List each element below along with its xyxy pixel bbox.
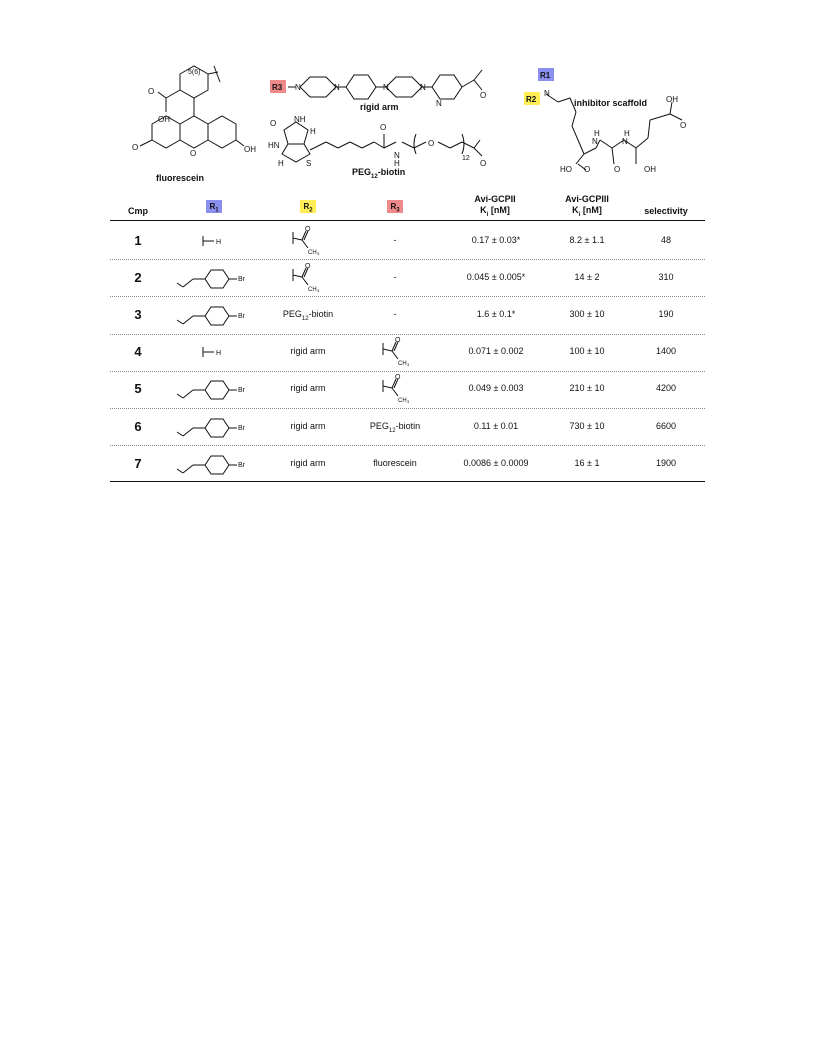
gcpiii-ki: 8.2 ± 1.1: [569, 234, 605, 245]
inhibitor-scaffold-structure: [524, 68, 704, 180]
cmp-number: 6: [134, 418, 142, 434]
row-divider: [110, 371, 705, 372]
gcpiii-ki: 14 ± 2: [574, 271, 600, 282]
svg-text:H: H: [594, 129, 600, 138]
svg-text:O: O: [380, 123, 387, 132]
fluorescein-label: fluorescein: [156, 173, 205, 183]
svg-text:O: O: [680, 121, 687, 130]
row-divider: [110, 334, 705, 335]
selectivity-value: 6600: [655, 420, 677, 431]
fluorescein-pos-label: 5(6): [188, 69, 201, 76]
r1-substituent: [200, 345, 230, 361]
r3-substituent: -: [393, 271, 397, 282]
rigid-arm-label: rigid arm: [360, 102, 399, 112]
svg-text:OH: OH: [158, 115, 170, 124]
svg-text:3: 3: [407, 399, 410, 405]
svg-text:O: O: [584, 165, 591, 174]
svg-text:O: O: [395, 337, 401, 345]
svg-text:H: H: [394, 159, 400, 168]
svg-text:O: O: [148, 87, 155, 96]
selectivity-value: 1900: [655, 457, 677, 468]
svg-text:H: H: [310, 127, 316, 136]
gcpiii-ki: 730 ± 10: [569, 420, 605, 431]
svg-text:O: O: [480, 91, 487, 100]
svg-text:12: 12: [462, 155, 470, 162]
svg-text:NH: NH: [294, 115, 306, 124]
header-gcpii-line2: $K_i$ [nM]: [480, 205, 510, 218]
header-r2: $R_2$: [300, 200, 316, 213]
svg-text:OH: OH: [644, 165, 656, 174]
r3-substituent: fluorescein: [373, 457, 417, 468]
svg-text:N: N: [295, 83, 301, 92]
svg-text:OH: OH: [244, 145, 256, 154]
r3-substituent: $PEG_{12}$-biotin: [369, 420, 421, 434]
header-r3: $R_3$: [387, 200, 403, 213]
svg-text:S: S: [306, 159, 312, 168]
svg-text:O: O: [132, 143, 139, 152]
svg-text:N: N: [592, 137, 598, 146]
r3-substituent: [380, 337, 414, 369]
rigid-arm-r3-tag: R3: [272, 83, 283, 92]
svg-text:HN: HN: [268, 141, 280, 150]
fluorescein-structure: [118, 60, 258, 188]
header-gcpii: [455, 194, 535, 221]
svg-text:N: N: [334, 83, 340, 92]
svg-text:Br: Br: [238, 461, 245, 469]
gcpii-ki: 1.6 ± 0.1*: [476, 309, 516, 319]
gcpiii-ki: 210 ± 10: [569, 383, 605, 394]
cmp-number: 5: [134, 381, 142, 397]
gcpii-ki: 0.0086 ± 0.0009: [463, 457, 529, 468]
gcpiii-ki: 300 ± 10: [569, 309, 605, 319]
header-selectivity: selectivity: [644, 206, 688, 216]
svg-text:O: O: [614, 165, 621, 174]
gcpii-ki: 0.049 ± 0.003: [468, 383, 524, 394]
r2-substituent: [290, 263, 324, 295]
svg-text:O: O: [395, 374, 401, 382]
header-gcpii-line1: Avi-GCPII: [474, 194, 516, 204]
svg-text:N: N: [394, 151, 400, 160]
r1-substituent: [170, 302, 260, 330]
svg-text:Br: Br: [238, 275, 245, 283]
svg-text:Br: Br: [238, 387, 245, 395]
svg-text:N: N: [544, 89, 550, 98]
selectivity-value: 310: [658, 271, 674, 282]
svg-text:N: N: [436, 99, 442, 108]
svg-text:HO: HO: [560, 165, 572, 174]
r3-substituent: -: [393, 234, 397, 245]
r2-substituent: rigid arm: [290, 457, 326, 468]
header-gcpiii-line2: $K_i$ [nM]: [572, 205, 602, 218]
row-divider: [110, 296, 705, 297]
r3-substituent: [380, 374, 414, 406]
r1-substituent: [170, 414, 260, 442]
r1-substituent: [170, 265, 260, 293]
peg-biotin-structure: [266, 112, 506, 172]
cmp-number: 7: [134, 455, 142, 471]
r2-substituent: $PEG_{12}$-biotin: [282, 309, 334, 322]
header-gcpiii: [547, 194, 627, 221]
table-bottom-rule: [110, 481, 705, 482]
svg-text:CH: CH: [308, 286, 317, 293]
svg-text:O: O: [428, 139, 435, 148]
scaffold-r2-tag: R2: [526, 95, 537, 104]
r3-substituent: -: [393, 309, 397, 319]
gcpiii-ki: 16 ± 1: [574, 457, 600, 468]
r1-substituent: [170, 376, 260, 404]
cmp-number: 4: [134, 344, 142, 360]
svg-text:H: H: [216, 238, 222, 246]
gcpii-ki: 0.071 ± 0.002: [468, 346, 524, 357]
svg-text:N: N: [383, 83, 389, 92]
gcpiii-ki: 100 ± 10: [569, 346, 605, 357]
scaffold-label: inhibitor scaffold: [574, 98, 647, 108]
selectivity-value: 190: [658, 309, 674, 319]
header-gcpiii-line1: Avi-GCPIII: [565, 194, 609, 204]
header-cmp: Cmp: [128, 206, 148, 216]
svg-text:O: O: [305, 225, 311, 233]
svg-text:N: N: [420, 83, 426, 92]
svg-text:OH: OH: [666, 95, 678, 104]
r1-substituent: [170, 451, 260, 479]
gcpii-ki: 0.17 ± 0.03*: [471, 234, 521, 245]
gcpii-ki: 0.045 ± 0.005*: [466, 271, 526, 282]
selectivity-value: 48: [660, 234, 671, 245]
r2-substituent: rigid arm: [290, 420, 326, 431]
svg-text:H: H: [278, 159, 284, 168]
svg-text:CH: CH: [308, 249, 317, 256]
row-divider: [110, 445, 705, 446]
svg-text:CH: CH: [398, 398, 407, 405]
svg-text:H: H: [216, 350, 222, 358]
svg-text:Br: Br: [238, 424, 245, 432]
svg-text:3: 3: [407, 362, 410, 368]
svg-text:O: O: [480, 159, 487, 168]
scaffold-r1-tag: R1: [540, 71, 551, 80]
gcpii-ki: 0.11 ± 0.01: [473, 420, 519, 431]
header-r1: $R_1$: [206, 200, 222, 213]
r2-substituent: rigid arm: [290, 383, 326, 394]
cmp-number: 2: [134, 269, 142, 285]
svg-text:3: 3: [317, 287, 320, 293]
cmp-number: 3: [134, 307, 142, 322]
table-top-rule: [110, 220, 705, 221]
selectivity-value: 4200: [655, 383, 677, 394]
peg-biotin-label: $PEG_{12}$-biotin: [352, 167, 406, 180]
svg-text:O: O: [270, 119, 277, 128]
svg-text:3: 3: [317, 250, 320, 256]
svg-text:CH: CH: [398, 361, 407, 368]
r2-substituent: [290, 226, 324, 258]
row-divider: [110, 408, 705, 409]
svg-text:H: H: [624, 129, 630, 138]
r1-substituent: [200, 234, 230, 250]
svg-text:N: N: [622, 137, 628, 146]
svg-text:O: O: [190, 149, 197, 158]
svg-text:O: O: [305, 262, 311, 270]
r2-substituent: rigid arm: [290, 346, 326, 357]
selectivity-value: 1400: [655, 346, 677, 357]
cmp-number: 1: [134, 232, 142, 248]
svg-text:Br: Br: [238, 313, 245, 320]
row-divider: [110, 259, 705, 260]
